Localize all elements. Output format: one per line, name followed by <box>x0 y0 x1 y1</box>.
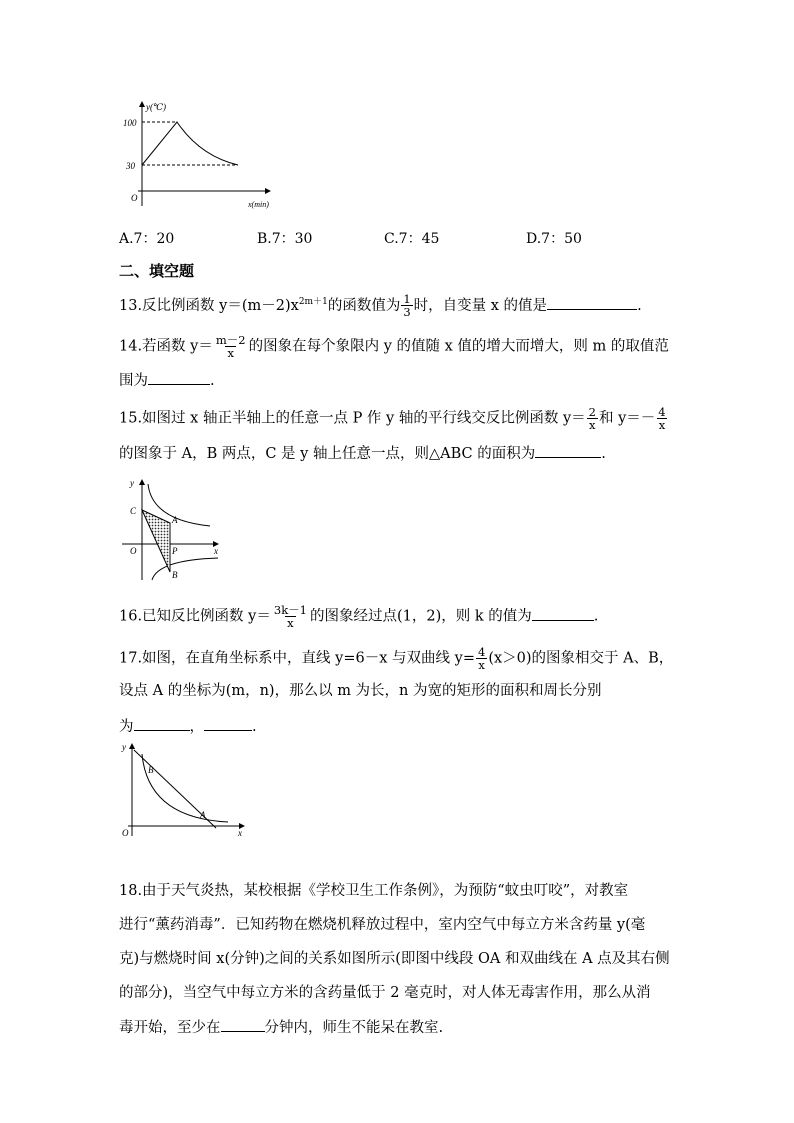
figure-17 <box>118 740 248 840</box>
question-15-line2: 的图象于 A，B 两点，C 是 y 轴上任意一点，则△ABC 的面积为 . <box>119 443 606 464</box>
question-14-line2: 围为 . <box>119 370 215 391</box>
temperature-graph <box>120 98 290 213</box>
label-p: P <box>172 546 178 556</box>
answer-blank <box>535 443 601 458</box>
question-17: 17.如图，在直角坐标系中，直线 y=6－x 与双曲线 y= $\frac{4}{x}$ (x＞0)的图象相交于 A、B， <box>119 645 674 672</box>
triangle-abc <box>142 510 170 572</box>
fraction: $\frac{2}{x}$ <box>588 405 596 432</box>
question-17-line2: 设点 A 的坐标为(m，n)，那么以 m 为长，n 为宽的矩形的面积和周长分别 <box>119 683 602 699</box>
hyperbola-negative <box>152 558 218 580</box>
tick-30: 30 <box>126 161 135 171</box>
question-18-line2: 进行“薰药消毒”．已知药物在燃烧机释放过程中，室内空气中每立方米含药量 y(毫 <box>119 917 646 933</box>
label-x: x <box>238 828 242 838</box>
hyperbola <box>142 754 228 822</box>
fraction: $\frac{4}{x}$ <box>477 645 486 672</box>
answer-blank <box>221 1017 265 1032</box>
option-b: B.7：30 <box>257 231 313 247</box>
figure-15 <box>118 476 228 584</box>
label-a: A <box>172 515 178 525</box>
option-c: C.7：45 <box>384 231 440 247</box>
question-15: 15.如图过 x 轴正半轴上的任意一点 P 作 y 轴的平行线交反比例函数 y＝ $\frac{2}{x}$ 和 y＝－ $\frac{4}{x}$ <box>119 405 666 432</box>
fraction: $\frac{4}{x}$ <box>658 405 666 432</box>
section-heading: 二、填空题 <box>119 262 195 280</box>
label-y: y <box>122 742 126 752</box>
question-18-line5: 毒开始，至少在 分钟内，师生不能呆在教室. <box>119 1017 443 1038</box>
label-y: y <box>130 478 134 488</box>
question-17-line3: 为 ， . <box>119 716 257 737</box>
answer-blank <box>532 606 594 621</box>
origin-label: O <box>131 193 138 203</box>
label-b: B <box>148 765 154 775</box>
label-x: x <box>214 546 218 556</box>
fraction: $\frac{1}{3}$ <box>403 292 411 320</box>
option-a: A.7：20 <box>119 231 175 247</box>
fraction: $\frac{m-2}{x}$ <box>215 333 246 360</box>
question-16: 16.已知反比例函数 y＝ $\frac{3k-1}{x}$ 的图象经过点(1，2)，则 k 的值为 . <box>119 603 599 630</box>
label-o: O <box>122 828 129 838</box>
question-13: 13.反比例函数 $y=(m-2)x^{2m+1}$的函数值为 $\frac{1}{3}$ 时，自变量 x 的值是 . <box>119 292 642 320</box>
tick-100: 100 <box>123 118 137 128</box>
label-a: A <box>200 810 206 820</box>
answer-blank <box>148 370 210 385</box>
y-axis-label: y(℃) <box>146 102 167 112</box>
question-18-line4: 的部分)，当空气中每立方米的含药量低于 2 毫克时，对人体无毒害作用，那么从消 <box>119 985 651 1001</box>
label-c: C <box>130 506 137 516</box>
answer-blank-area <box>134 716 190 731</box>
curve <box>142 122 238 165</box>
question-18-line3: 克)与燃烧时间 x(分钟)之间的关系如图所示(即图中线段 OA 和双曲线在 A 点及其右侧 <box>119 951 670 967</box>
fraction: $\frac{3k-1}{x}$ <box>273 603 307 630</box>
question-18-line1: 18.由于天气炎热，某校根据《学校卫生工作条例》，为预防“蚊虫叮咬”，对教室 <box>119 883 629 899</box>
answer-blank <box>547 295 637 310</box>
answer-blank-perimeter <box>204 716 252 731</box>
label-b: B <box>172 570 178 580</box>
label-o: O <box>130 546 137 556</box>
option-d: D.7：50 <box>526 231 582 247</box>
x-axis-label: x(min) <box>248 200 269 209</box>
question-14: 14.若函数 y＝ $\frac{m-2}{x}$ 的图象在每个象限内 y 的值随 x 值的增大而增大，则 m 的取值范 <box>119 333 669 360</box>
